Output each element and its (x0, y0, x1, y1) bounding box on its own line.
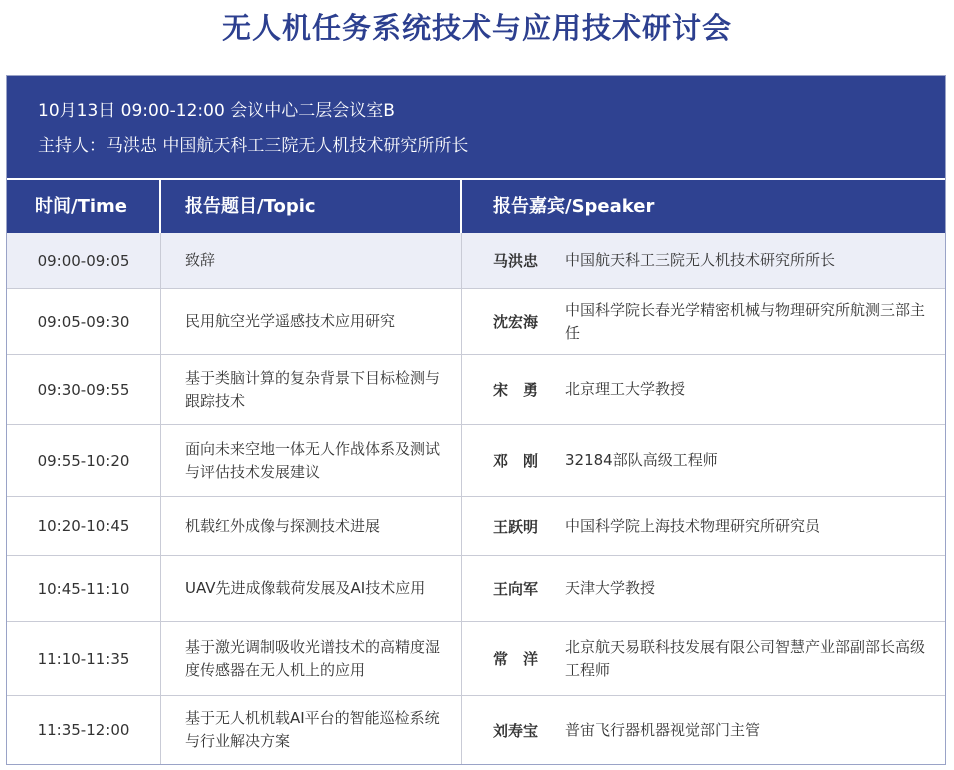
row-time: 11:10-11:35 (37, 649, 130, 668)
column-separator (461, 233, 462, 288)
row-time: 11:35-12:00 (37, 721, 130, 739)
session-host: 主持人：马洪忠 中国航天科工三院无人机技术研究所所长 (38, 136, 469, 156)
column-separator (461, 355, 462, 424)
table-row (7, 289, 945, 355)
column-separator (461, 497, 462, 555)
column-separator (160, 556, 161, 621)
speaker-name: 沈宏海 (493, 313, 539, 331)
page-title: 无人机任务系统技术与应用技术研讨会 (221, 11, 732, 45)
speaker-name: 王跃明 (493, 517, 539, 536)
table-row (7, 355, 945, 425)
row-time: 09:30-09:55 (37, 380, 130, 399)
column-separator (160, 497, 161, 555)
session-time-location: 10月13日 09:00-12:00 会议中心二层会议室B (38, 101, 395, 121)
speaker-title: 天津大学教授 (565, 579, 656, 597)
speaker-title: 北京理工大学教授 (565, 380, 686, 398)
speaker-name: 宋 勇 (493, 381, 539, 399)
header-separator (159, 180, 161, 233)
row-topic: 基于无人机机载AI平台的智能巡检系统与行业解决方案 (185, 709, 440, 750)
column-header-time: 时间/Time (35, 196, 127, 217)
column-separator (461, 556, 462, 621)
column-separator (461, 289, 462, 354)
speaker-title: 中国科学院长春光学精密机械与物理研究所航测三部主任 (565, 300, 926, 342)
row-time: 09:05-09:30 (37, 312, 130, 331)
speaker-name: 邓 刚 (493, 452, 539, 470)
column-separator (160, 233, 161, 288)
table-row (7, 233, 945, 289)
table-row (7, 425, 945, 497)
speaker-title: 32184部队高级工程师 (565, 451, 718, 469)
column-header-speaker: 报告嘉宾/Speaker (493, 196, 655, 217)
column-header-topic: 报告题目/Topic (185, 196, 316, 217)
column-separator (160, 622, 161, 695)
column-separator (461, 425, 462, 496)
table-row (7, 622, 945, 696)
row-time: 09:00-09:05 (37, 251, 130, 270)
table-row (7, 556, 945, 622)
speaker-title: 中国科学院上海技术物理研究所研究员 (565, 516, 821, 535)
speaker-name: 马洪忠 (493, 252, 539, 270)
table-row (7, 696, 945, 764)
row-topic: 面向未来空地一体无人作战体系及测试与评估技术发展建议 (185, 439, 441, 481)
table-header (7, 180, 945, 233)
row-time: 10:45-11:10 (37, 579, 130, 598)
column-separator (160, 425, 161, 496)
header-separator (460, 180, 462, 233)
column-separator (160, 289, 161, 354)
table-row (7, 497, 945, 556)
session-info (7, 76, 945, 178)
row-topic: 基于激光调制吸收光谱技术的高精度湿度传感器在无人机上的应用 (185, 637, 441, 679)
row-time: 10:20-10:45 (37, 517, 130, 535)
speaker-name: 常 洋 (493, 650, 539, 668)
speaker-name: 刘寿宝 (493, 721, 539, 740)
row-topic: 民用航空光学遥感技术应用研究 (185, 312, 396, 330)
speaker-name: 王向军 (493, 580, 539, 598)
column-separator (461, 696, 462, 764)
schedule-table (6, 75, 946, 765)
row-time: 09:55-10:20 (37, 451, 130, 470)
speaker-title: 北京航天易联科技发展有限公司智慧产业部副部长高级工程师 (565, 637, 926, 679)
speaker-title: 中国航天科工三院无人机技术研究所所长 (565, 251, 836, 269)
column-separator (160, 696, 161, 764)
column-separator (160, 355, 161, 424)
row-topic: UAV先进成像载荷发展及AI技术应用 (185, 579, 426, 597)
row-topic: 致辞 (185, 251, 216, 269)
row-topic: 基于类脑计算的复杂背景下目标检测与跟踪技术 (185, 368, 441, 410)
column-separator (461, 622, 462, 695)
row-topic: 机载红外成像与探测技术进展 (185, 516, 381, 535)
speaker-title: 普宙飞行器机器视觉部门主管 (565, 720, 761, 739)
